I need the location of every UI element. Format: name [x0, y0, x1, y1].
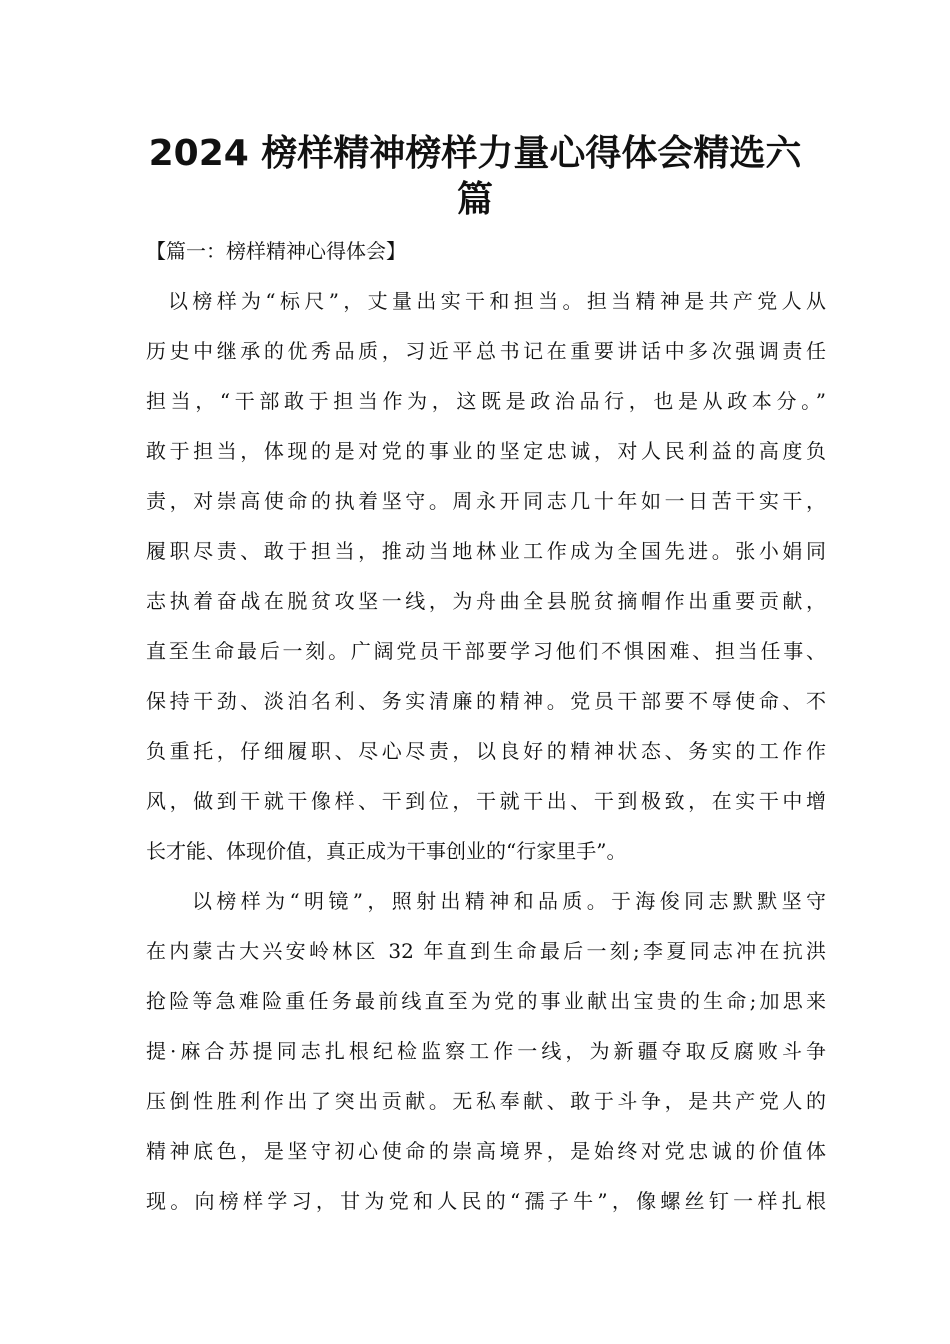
- paragraph-1-line-12: 长才能、体现价值，真正成为干事创业的“行家里手”。: [146, 839, 627, 863]
- paragraph-1-line-6: 履职尽责、敢于担当，推动当地林业工作成为全国先进。张小娟同: [146, 539, 826, 563]
- paragraph-2-line-5: 压倒性胜利作出了突出贡献。无私奉献、敢于斗争，是共产党人的: [146, 1089, 826, 1113]
- paragraph-2-line-2: 在内蒙古大兴安岭林区 32 年直到生命最后一刻;李夏同志冲在抗洪: [146, 939, 826, 963]
- document-title-line-1: 2024 榜样精神榜样力量心得体会精选六: [148, 133, 802, 174]
- paragraph-1-line-7: 志执着奋战在脱贫攻坚一线，为舟曲全县脱贫摘帽作出重要贡献，: [146, 589, 826, 613]
- paragraph-1-line-5: 责，对崇高使命的执着坚守。周永开同志几十年如一日苦干实干，: [146, 489, 826, 513]
- paragraph-1-line-11: 风，做到干就干像样、干到位，干就干出、干到极致，在实干中增: [146, 789, 826, 813]
- section-heading: 【篇一：榜样精神心得体会】: [146, 239, 406, 263]
- paragraph-2-line-6: 精神底色，是坚守初心使命的崇高境界，是始终对党忠诚的价值体: [146, 1139, 826, 1163]
- paragraph-1-line-2: 历史中继承的优秀品质，习近平总书记在重要讲话中多次强调责任: [146, 339, 826, 363]
- paragraph-2-line-3: 抢险等急难险重任务最前线直至为党的事业献出宝贵的生命;加思来: [146, 989, 826, 1013]
- paragraph-2-line-1: 以榜样为“明镜”，照射出精神和品质。于海俊同志默默坚守: [192, 889, 826, 913]
- paragraph-2-line-7: 现。向榜样学习，甘为党和人民的“孺子牛”，像螺丝钉一样扎根: [146, 1189, 826, 1213]
- paragraph-1-line-8: 直至生命最后一刻。广阔党员干部要学习他们不惧困难、担当任事、: [146, 639, 826, 663]
- paragraph-2-line-4: 提·麻合苏提同志扎根纪检监察工作一线，为新疆夺取反腐败斗争: [146, 1039, 826, 1063]
- paragraph-1-line-9: 保持干劲、淡泊名利、务实清廉的精神。党员干部要不辱使命、不: [146, 689, 826, 713]
- paragraph-1-line-4: 敢于担当，体现的是对党的事业的坚定忠诚，对人民利益的高度负: [146, 439, 826, 463]
- paragraph-1-line-10: 负重托，仔细履职、尽心尽责，以良好的精神状态、务实的工作作: [146, 739, 826, 763]
- paragraph-1-line-3: 担当，“干部敢于担当作为，这既是政治品行，也是从政本分。”: [146, 389, 826, 413]
- paragraph-1-line-1: 以榜样为“标尺”，丈量出实干和担当。担当精神是共产党人从: [168, 289, 826, 313]
- document-title-line-2: 篇: [456, 179, 493, 220]
